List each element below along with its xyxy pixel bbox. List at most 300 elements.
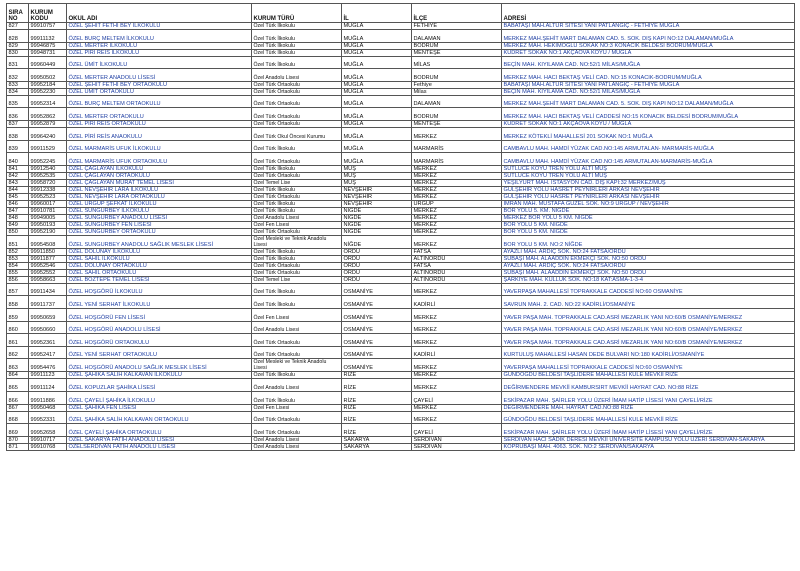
row-sira-no: 861	[7, 334, 29, 347]
row-okul-adi: ÖZEL PİRİ REİS ORTAOKULU	[67, 120, 252, 127]
row-ilce: MERKEZ	[412, 308, 502, 321]
row-il: RİZE	[342, 424, 412, 437]
row-kurum-kodu: 99950468	[29, 404, 67, 411]
row-okul-adi: ÖZEL MARMARİS UFUK İLKOKULU	[67, 140, 252, 153]
table-row	[7, 235, 795, 248]
row-kurum-turu: Özel Türk İlkokulu	[252, 30, 342, 43]
row-kurum-kodu: 99954508	[29, 235, 67, 248]
row-adres: BOR YOLU 5 KM. NİĞDE	[502, 221, 795, 228]
row-okul-adi: ÖZEL NEVŞEHİR LARA ORTAOKULU	[67, 193, 252, 200]
header-il: İL	[342, 4, 412, 23]
row-sira-no: 838	[7, 127, 29, 140]
row-adres: GÜLŞEHİR YOLU HASRET PEYNİRLERİ ARKASI NEVŞEHİR	[502, 186, 795, 193]
table-row	[7, 391, 795, 404]
table-row	[7, 379, 795, 392]
school-list-sheet	[6, 3, 794, 451]
row-kurum-kodu: 99952535	[29, 172, 67, 179]
row-ilce: MERKEZ	[412, 379, 502, 392]
row-il: ORDU	[342, 269, 412, 276]
row-il: NİĞDE	[342, 214, 412, 221]
row-il: MUĞLA	[342, 56, 412, 69]
row-adres: BOR YOLU 5 KM. NİĞDE	[502, 228, 795, 235]
row-adres: BEÇİN MAH. KIYILAMA CAD. NO:52/1 MİLAS/MUĞLA	[502, 56, 795, 69]
row-kurum-kodu: 99958720	[29, 179, 67, 186]
row-okul-adi: ÖZEL HOŞGÖRÜ FEN LİSESİ	[67, 308, 252, 321]
row-il: OSMANİYE	[342, 283, 412, 296]
row-adres: YAVERPAŞA MAHALLESİ TOPRAKKALE CADDESİ NO:60 OSMANİYE	[502, 283, 795, 296]
school-table	[6, 3, 795, 451]
row-okul-adi: ÖZEL SAHİL İLKOKULU	[67, 255, 252, 262]
row-kurum-turu: Özel Türk Ortaokulu	[252, 346, 342, 359]
row-sira-no: 856	[7, 276, 29, 283]
table-row	[7, 153, 795, 166]
table-row	[7, 69, 795, 82]
row-sira-no: 837	[7, 120, 29, 127]
table-row	[7, 255, 795, 262]
row-il: OSMANİYE	[342, 359, 412, 372]
row-okul-adi: ÖZEL PİRİ REİS İLKOKULU	[67, 49, 252, 56]
row-adres: SUBAŞI MAH. ALAADDİN EKMEKÇİ SOK. NO:50 ORDU	[502, 269, 795, 276]
row-ilce: ALTINORDU	[412, 269, 502, 276]
row-sira-no: 859	[7, 308, 29, 321]
table-row	[7, 108, 795, 121]
row-okul-adi: ÖZEL SAHİL ORTAOKULU	[67, 269, 252, 276]
row-ilce: MERKEZ	[412, 228, 502, 235]
row-ilce: Milas	[412, 88, 502, 95]
row-kurum-turu: Özel Anadolu Lisesi	[252, 321, 342, 334]
row-adres: AYAZLI MAH. ARDIÇ SOK. NO:24 FATSA/ORDU	[502, 262, 795, 269]
row-ilce: MERKEZ	[412, 193, 502, 200]
row-kurum-kodu: 99952331	[29, 411, 67, 424]
row-ilce: FATSA	[412, 262, 502, 269]
row-adres: SUBAŞI MAH. ALAADDİN EKMEKÇİ SOK. NO:50 ORDU	[502, 255, 795, 262]
row-kurum-turu: Özel Fen Lisesi	[252, 221, 342, 228]
row-adres: YAVERPAŞA MAHALLESİ TOPRAKKALE CADDESİ NO:60 OSMANİYE	[502, 359, 795, 372]
table-row	[7, 436, 795, 443]
row-il: NEVŞEHİR	[342, 200, 412, 207]
row-sira-no: 866	[7, 391, 29, 404]
row-ilce: ÇAYELİ	[412, 424, 502, 437]
row-il: ORDU	[342, 262, 412, 269]
table-row	[7, 42, 795, 49]
table-row	[7, 424, 795, 437]
row-il: MUĞLA	[342, 95, 412, 108]
row-sira-no: 834	[7, 88, 29, 95]
row-sira-no: 855	[7, 269, 29, 276]
row-adres: MERKEZ MAH.ŞEHİT MART DALAMAN CAD. 5. SOK. DIŞ KAPI NO:12 DALAMAN/MUĞLA	[502, 95, 795, 108]
row-adres: KUDRET SOKAK NO:1 AKÇAOVA KÖYÜ / MUĞLA	[502, 120, 795, 127]
row-ilce: BODRUM	[412, 42, 502, 49]
row-sira-no: 868	[7, 411, 29, 424]
row-okul-adi: ÖZEL ÇAĞLAYAN MURAT TEMEL LİSESİ	[67, 179, 252, 186]
row-il: NİĞDE	[342, 207, 412, 214]
row-okul-adi: ÖZEL SAKARYA FATİH ANADOLU LİSESİ	[67, 436, 252, 443]
row-sira-no: 846	[7, 200, 29, 207]
table-row	[7, 443, 795, 450]
row-okul-adi: ÖZEL BURÇ MELTEM ORTAOKULU	[67, 95, 252, 108]
row-kurum-turu: Özel Türk Ortaokulu	[252, 424, 342, 437]
row-adres: SAVRUN MAH. 2. CAD. NO:22 KADİRLİ/OSMANİYE	[502, 296, 795, 309]
row-kurum-kodu: 99911132	[29, 30, 67, 43]
table-row	[7, 296, 795, 309]
row-il: MUŞ	[342, 165, 412, 172]
row-kurum-kodu: 99911877	[29, 255, 67, 262]
row-okul-adi: ÖZEL ÇAĞLAYAN İLKOKULU	[67, 165, 252, 172]
table-row	[7, 120, 795, 127]
row-adres: GÜNDOĞDU BELDESİ TAŞLIDERE MAHALLESİ KULE MEVKİİ RİZE	[502, 411, 795, 424]
row-kurum-kodu: 99911886	[29, 391, 67, 404]
table-row	[7, 49, 795, 56]
row-il: SAKARYA	[342, 436, 412, 443]
row-ilce: MERKEZ	[412, 359, 502, 372]
row-kurum-turu: Özel Türk Ortaokulu	[252, 172, 342, 179]
row-kurum-turu: Özel Türk İlkokulu	[252, 186, 342, 193]
row-sira-no: 867	[7, 404, 29, 411]
row-okul-adi: ÖZEL SUNGURBEY ANADOLU SAĞLIK MESLEK LİSESİ	[67, 235, 252, 248]
row-ilce: DALAMAN	[412, 30, 502, 43]
row-adres: KÖPRÜBAŞI MAH. 4063. SOK. NO:2 SERDİVAN/SAKARYA	[502, 443, 795, 450]
row-kurum-turu: Özel Türk Ortaokulu	[252, 411, 342, 424]
row-ilce: MERKEZ	[412, 221, 502, 228]
row-adres: MERKEZ MAH.ŞEHİT MART DALAMAN CAD. 5. SOK. DIŞ KAPI NO:12 DALAMAN/MUĞLA	[502, 30, 795, 43]
row-sira-no: 833	[7, 81, 29, 88]
row-sira-no: 865	[7, 379, 29, 392]
table-row	[7, 95, 795, 108]
row-kurum-kodu: 99949005	[29, 214, 67, 221]
row-okul-adi: ÖZEL ÇAĞLAYAN ORTAOKULU	[67, 172, 252, 179]
row-kurum-kodu: 99911434	[29, 283, 67, 296]
row-sira-no: 839	[7, 140, 29, 153]
row-sira-no: 840	[7, 153, 29, 166]
table-row	[7, 81, 795, 88]
row-sira-no: 852	[7, 248, 29, 255]
row-sira-no: 835	[7, 95, 29, 108]
row-il: OSMANİYE	[342, 346, 412, 359]
row-okul-adi: ÖZEL SUNGURBEY İLKOKULU	[67, 207, 252, 214]
row-sira-no: 860	[7, 321, 29, 334]
row-sira-no: 827	[7, 23, 29, 30]
row-il: RİZE	[342, 391, 412, 404]
table-row	[7, 221, 795, 228]
row-kurum-kodu: 99948731	[29, 49, 67, 56]
row-adres: DEĞİRMENDERE MEVKİİ KAMBURSIRT MEVKİİ HAYRAT CAD. NO:88 RİZE	[502, 379, 795, 392]
row-kurum-kodu: 99950193	[29, 221, 67, 228]
row-sira-no: 862	[7, 346, 29, 359]
row-adres: SÜTLÜCE KÖYÜ TREN YOLU ALTI MUŞ	[502, 165, 795, 172]
header-okul-adi: OKUL ADI	[67, 4, 252, 23]
row-ilce: ÇAYELİ	[412, 391, 502, 404]
table-row	[7, 262, 795, 269]
row-il: ORDU	[342, 276, 412, 283]
row-ilce: MERKEZ	[412, 214, 502, 221]
row-il: MUĞLA	[342, 108, 412, 121]
header-kurum-kodu: KURUM KODU	[29, 4, 67, 23]
table-row	[7, 269, 795, 276]
table-row	[7, 248, 795, 255]
row-kurum-turu: Özel Türk İlkokulu	[252, 56, 342, 69]
row-okul-adi: ÖZEL PİRİ REİS ANAOKULU	[67, 127, 252, 140]
row-kurum-turu: Özel Türk Ortaokulu	[252, 95, 342, 108]
row-ilce: MERKEZ	[412, 283, 502, 296]
row-kurum-turu: Özel Anadolu Lisesi	[252, 379, 342, 392]
row-kurum-kodu: 99911529	[29, 140, 67, 153]
row-ilce: MERKEZ	[412, 334, 502, 347]
row-sira-no: 850	[7, 228, 29, 235]
row-sira-no: 829	[7, 42, 29, 49]
row-adres: ŞARKİYE MAH. KULLUK SOK. NO:18 KAT:ASMA-1-3-4	[502, 276, 795, 283]
row-il: NİĞDE	[342, 221, 412, 228]
row-kurum-turu: Özel Türk Ortaokulu	[252, 334, 342, 347]
row-il: RİZE	[342, 379, 412, 392]
table-row	[7, 321, 795, 334]
row-kurum-turu: Özel Türk Ortaokulu	[252, 153, 342, 166]
row-kurum-kodu: 99911737	[29, 296, 67, 309]
row-kurum-turu: Özel Mesleki ve Teknik Anadolu Lisesi	[252, 359, 342, 372]
row-kurum-turu: Özel Türk İlkokulu	[252, 49, 342, 56]
row-okul-adi: ÖZEL ÜMİT İLKOKULU	[67, 56, 252, 69]
table-row	[7, 186, 795, 193]
row-ilce: MERKEZ	[412, 411, 502, 424]
row-okul-adi: ÖZEL BURÇ MELTEM İLKOKULU	[67, 30, 252, 43]
row-il: MUĞLA	[342, 140, 412, 153]
row-kurum-kodu: 99910757	[29, 23, 67, 30]
row-il: OSMANİYE	[342, 334, 412, 347]
row-kurum-turu: Özel Türk Ortaokulu	[252, 120, 342, 127]
table-row	[7, 30, 795, 43]
row-okul-adi: ÖZEL ŞAHİKA FEN LİSESİ	[67, 404, 252, 411]
row-sira-no: 842	[7, 172, 29, 179]
row-ilce: ALTINORDU	[412, 276, 502, 283]
row-okul-adi: ÖZEL DOLUNAY ORTAOKULU	[67, 262, 252, 269]
row-il: MUŞ	[342, 172, 412, 179]
row-kurum-kodu: 99958663	[29, 276, 67, 283]
row-il: OSMANİYE	[342, 321, 412, 334]
table-row	[7, 404, 795, 411]
row-il: MUĞLA	[342, 42, 412, 49]
row-sira-no: 841	[7, 165, 29, 172]
row-il: MUĞLA	[342, 23, 412, 30]
row-kurum-kodu: 99964240	[29, 127, 67, 140]
row-ilce: MERKEZ	[412, 235, 502, 248]
row-okul-adi: ÖZEL YENİ SERHAT İLKOKULU	[67, 296, 252, 309]
row-adres: YAVER PAŞA MAH. TOPRAKKALE CAD.ASRİ MEZARLIK YANI NO:60/B OSMANİYE/MERKEZ	[502, 308, 795, 321]
row-il: ORDU	[342, 248, 412, 255]
row-kurum-kodu: 99952230	[29, 88, 67, 95]
row-kurum-turu: Özel Türk İlkokulu	[252, 165, 342, 172]
table-row	[7, 23, 795, 30]
row-kurum-kodu: 99950659	[29, 308, 67, 321]
row-okul-adi: ÖZEL MERTER ANADOLU LİSESİ	[67, 69, 252, 82]
table-row	[7, 88, 795, 95]
row-adres: MERKEZ BOR YOLU 5 KM. NİĞDE	[502, 214, 795, 221]
row-kurum-kodu: 99952361	[29, 334, 67, 347]
row-il: NİĞDE	[342, 235, 412, 248]
row-ilce: FETHİYE	[412, 23, 502, 30]
row-il: OSMANİYE	[342, 296, 412, 309]
row-adres: İMRAN MAH. MUSTAFA GÜZEL SOK. NO:9 ÜRGÜP / NEVŞEHİR	[502, 200, 795, 207]
row-adres: DEĞİRMENDERE MAH. HAYRAT CAD.NO:88 RİZE	[502, 404, 795, 411]
row-ilce: SERDİVAN	[412, 443, 502, 450]
row-sira-no: 870	[7, 436, 29, 443]
table-row	[7, 140, 795, 153]
row-adres: GÜLŞEHİR YOLU HASRET PEYNİRLERİ ARKASI NEVŞEHİR	[502, 193, 795, 200]
row-kurum-kodu: 99954476	[29, 359, 67, 372]
row-okul-adi: ÖZEL BOZTEPE TEMEL LİSESİ	[67, 276, 252, 283]
row-kurum-turu: Özel Türk Ortaokulu	[252, 81, 342, 88]
header-kurum-turu: KURUM TÜRÜ	[252, 4, 342, 23]
row-adres: BEÇİN MAH. KIYILAMA CAD. NO:52/1 MİLAS/MUĞLA	[502, 88, 795, 95]
row-sira-no: 836	[7, 108, 29, 121]
row-sira-no: 864	[7, 372, 29, 379]
row-ilce: MERKEZ	[412, 321, 502, 334]
row-ilce: KADİRLİ	[412, 296, 502, 309]
row-kurum-kodu: 99910768	[29, 443, 67, 450]
row-il: MUĞLA	[342, 153, 412, 166]
row-ilce: MENTEŞE	[412, 120, 502, 127]
row-okul-adi: ÖZEL MERTER İLKOKULU	[67, 42, 252, 49]
row-ilce: SERDİVAN	[412, 436, 502, 443]
row-il: MUŞ	[342, 179, 412, 186]
table-body	[7, 23, 795, 451]
row-il: ORDU	[342, 255, 412, 262]
row-okul-adi: ÖZEL ŞAHİKA SALİH KALKAVAN ORTAOKULU	[67, 411, 252, 424]
row-il: MUĞLA	[342, 127, 412, 140]
row-kurum-turu: Özel Türk Ortaokulu	[252, 269, 342, 276]
row-ilce: BODRUM	[412, 69, 502, 82]
row-il: MUĞLA	[342, 30, 412, 43]
table-row	[7, 165, 795, 172]
row-ilce: ÜRGÜP	[412, 200, 502, 207]
row-il: MUĞLA	[342, 69, 412, 82]
row-kurum-turu: Özel Türk Ortaokulu	[252, 262, 342, 269]
row-kurum-kodu: 99912540	[29, 165, 67, 172]
row-adres: BABATAŞI MAH.ALTUR SİTESİ YANI PATLANGIÇ - FETHİYE MUĞLA	[502, 81, 795, 88]
row-kurum-kodu: 99910717	[29, 436, 67, 443]
header-ilce: İLÇE	[412, 4, 502, 23]
row-sira-no: 869	[7, 424, 29, 437]
row-okul-adi: ÖZEL ÜMİT ORTAOKULU	[67, 88, 252, 95]
row-kurum-kodu: 99952879	[29, 120, 67, 127]
row-ilce: MARMARİS	[412, 153, 502, 166]
row-il: RİZE	[342, 372, 412, 379]
row-il: OSMANİYE	[342, 308, 412, 321]
row-okul-adi: ÖZEL ÇAYELİ ŞAHİKA İLKOKULU	[67, 391, 252, 404]
row-ilce: MERKEZ	[412, 207, 502, 214]
row-kurum-kodu: 99910781	[29, 207, 67, 214]
row-okul-adi: ÖZEL ÇAYELİ ŞAHİKA ORTAOKULU	[67, 424, 252, 437]
row-kurum-turu: Özel Türk İlkokulu	[252, 283, 342, 296]
row-adres: YAVER PAŞA MAH. TOPRAKKALE CAD.ASRİ MEZARLIK YANI NO:60/B OSMANİYE/MERKEZ	[502, 321, 795, 334]
header-adresi: ADRESİ	[502, 4, 795, 23]
table-row	[7, 200, 795, 207]
row-kurum-turu: Özel Türk İlkokulu	[252, 200, 342, 207]
row-kurum-kodu: 99952552	[29, 269, 67, 276]
row-ilce: FATSA	[412, 248, 502, 255]
row-kurum-turu: Özel Fen Lisesi	[252, 404, 342, 411]
row-kurum-turu: Özel Anadolu Lisesi	[252, 443, 342, 450]
row-okul-adi: ÖZEL SUNGURBEY ANADOLU LİSESİ	[67, 214, 252, 221]
row-okul-adi: ÖZEL SUNGURBEY FEN LİSESİ	[67, 221, 252, 228]
row-sira-no: 832	[7, 69, 29, 82]
row-adres: BOR YOLU 5 KM. NO:2 NİĞDE	[502, 235, 795, 248]
row-kurum-kodu: 99952523	[29, 193, 67, 200]
row-ilce: MERKEZ	[412, 127, 502, 140]
row-ilce: MENTEŞE	[412, 49, 502, 56]
row-kurum-turu: Özel Türk Ortaokulu	[252, 193, 342, 200]
row-okul-adi: ÖZEL ŞEHİT FETHİ BEY İLKOKULU	[67, 23, 252, 30]
row-il: SAKARYA	[342, 443, 412, 450]
row-ilce: MERKEZ	[412, 404, 502, 411]
row-ilce: BODRUM	[412, 108, 502, 121]
row-ilce: MERKEZ	[412, 165, 502, 172]
table-row	[7, 172, 795, 179]
row-kurum-turu: Özel Temel Lise	[252, 276, 342, 283]
row-okul-adi: ÖZEL HOŞGÖRÜ ANADOLU SAĞLIK MESLEK LİSESİ	[67, 359, 252, 372]
row-okul-adi: ÖZEL SUNGURBEY ORTAOKULU	[67, 228, 252, 235]
row-kurum-kodu: 99952862	[29, 108, 67, 121]
row-kurum-turu: Özel Anadolu Lisesi	[252, 214, 342, 221]
row-kurum-turu: Özel Türk İlkokulu	[252, 42, 342, 49]
row-kurum-kodu: 99950660	[29, 321, 67, 334]
row-sira-no: 857	[7, 283, 29, 296]
table-row	[7, 193, 795, 200]
row-kurum-turu: Özel Türk İlkokulu	[252, 372, 342, 379]
row-adres: KURTULUŞ MAHALLESİ HASAN DEDE BULVARI NO:180 KADİRLİ/OSMANİYE	[502, 346, 795, 359]
row-okul-adi: ÖZEL KOPUZLAR ŞAHİKA LİSESİ	[67, 379, 252, 392]
row-okul-adi: ÖZEL YENİ SERHAT ORTAOKULU	[67, 346, 252, 359]
table-row	[7, 127, 795, 140]
row-ilce: MERKEZ	[412, 179, 502, 186]
row-il: RİZE	[342, 404, 412, 411]
row-kurum-turu: Özel Türk İlkokulu	[252, 23, 342, 30]
row-okul-adi: ÖZEL HOŞGÖRÜ ORTAOKULU	[67, 334, 252, 347]
row-ilce: DALAMAN	[412, 95, 502, 108]
row-adres: ESKİPAZAR MAH. ŞAİRLER YOLU ÜZERİ İMAM HATİP LİSESİ YANI ÇAYELİ/RİZE	[502, 424, 795, 437]
row-kurum-turu: Özel Türk Ortaokulu	[252, 88, 342, 95]
row-kurum-kodu: 99950502	[29, 69, 67, 82]
row-il: MUĞLA	[342, 49, 412, 56]
row-adres: MERKEZ MAH. HACI BEKTAŞ VELİ CAD. NO:15 KONACIK-BODRUM/MUĞLA	[502, 69, 795, 82]
row-ilce: ALTINORDU	[412, 255, 502, 262]
row-adres: CAMBAVLU MAH. HAMDİ YÜZAK CAD.NO:145 ARMUTALAN-MARMARİS-MUĞLA	[502, 153, 795, 166]
row-sira-no: 849	[7, 221, 29, 228]
row-okul-adi: ÖZEL HOŞGÖRÜ İLKOKULU	[67, 283, 252, 296]
row-adres: SÜTLÜCE KÖYÜ TREN YOLU ALTI MUŞ	[502, 172, 795, 179]
row-okul-adi: ÖZEL NEVŞEHİR LARA İLKOKULU	[67, 186, 252, 193]
row-adres: SERDİVAN HACI SADIK DERESİ MEVKİİ ÜNİVERSİTE KAMPÜSÜ YOLU ÜZERİ SERDİVAN-SAKARYA	[502, 436, 795, 443]
row-okul-adi: ÖZELSERDİVAN FATİH ANADOLU LİSESİ	[67, 443, 252, 450]
table-row	[7, 276, 795, 283]
row-il: NEVŞEHİR	[342, 186, 412, 193]
row-okul-adi: ÖZEL HOŞGÖRÜ ANADOLU LİSESİ	[67, 321, 252, 334]
row-il: RİZE	[342, 411, 412, 424]
row-sira-no: 853	[7, 255, 29, 262]
row-ilce: MERKEZ	[412, 372, 502, 379]
table-row	[7, 207, 795, 214]
row-sira-no: 854	[7, 262, 29, 269]
row-kurum-turu: Özel Anadolu Lisesi	[252, 69, 342, 82]
row-adres: GÜNDOĞDU BELDESİ TAŞLIDERE MAHALLESİ KULE MEVKİİ RİZE	[502, 372, 795, 379]
table-row	[7, 359, 795, 372]
header-sira-no: SIRA NO	[7, 4, 29, 23]
row-sira-no: 863	[7, 359, 29, 372]
row-sira-no: 848	[7, 214, 29, 221]
row-kurum-kodu: 99960449	[29, 56, 67, 69]
table-row	[7, 56, 795, 69]
row-kurum-kodu: 99952658	[29, 424, 67, 437]
row-kurum-turu: Özel Türk İlkokulu	[252, 248, 342, 255]
row-kurum-turu: Özel Anadolu Lisesi	[252, 436, 342, 443]
